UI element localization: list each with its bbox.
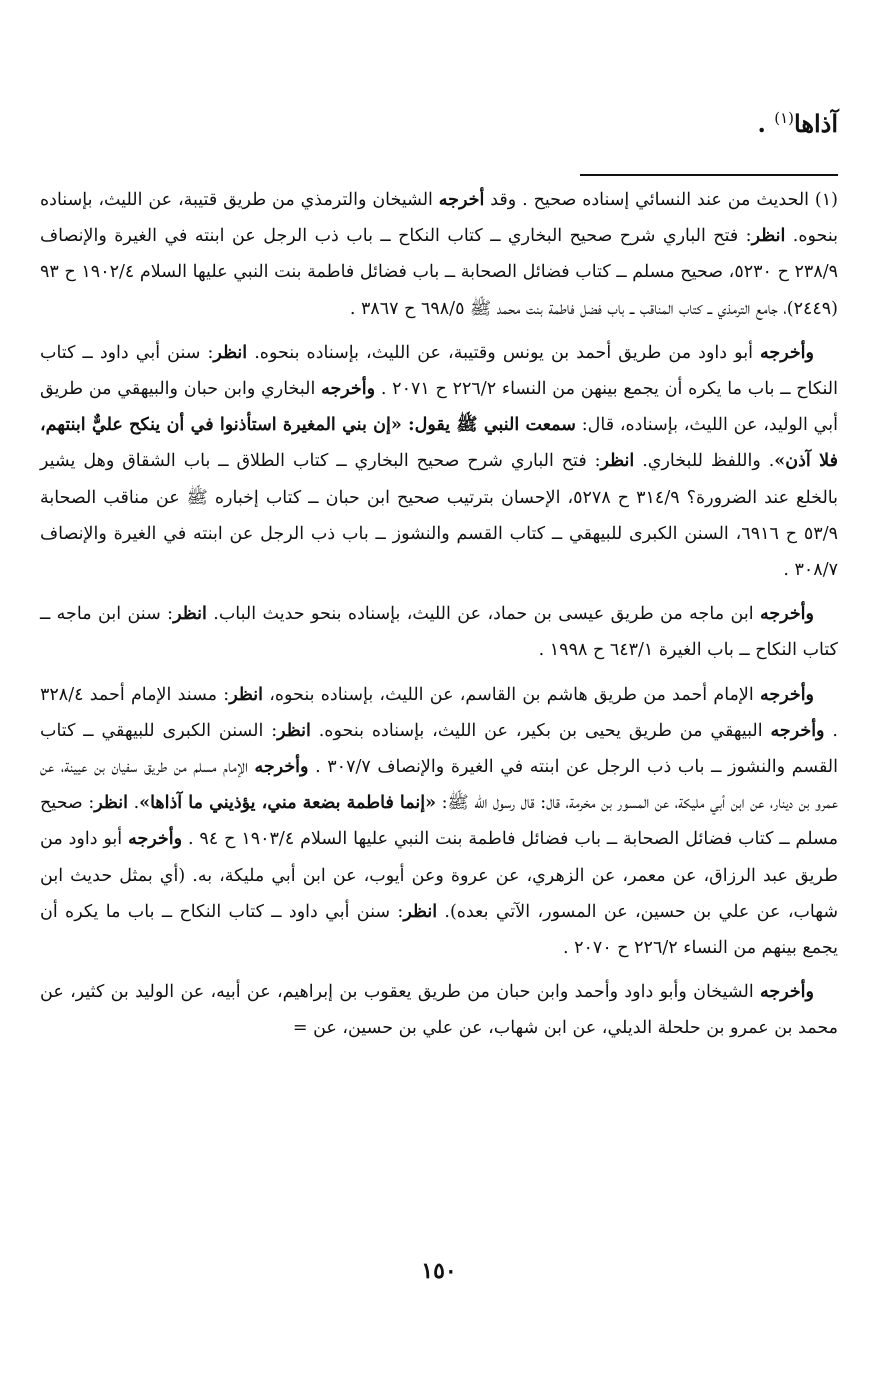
bold-text-segment: انظر bbox=[229, 684, 263, 705]
bold-text-segment: سمعت النبي ﷺ يقول: «إن بني المغيرة استأذنوا في أن ينكح عليٌّ ابنتهم، فلا آذن» bbox=[40, 415, 838, 472]
bold-text-segment: «إنما فاطمة بضعة مني، يؤذيني ما آذاها» bbox=[139, 793, 437, 814]
footnote-paragraph bbox=[40, 182, 838, 327]
bold-text-segment: انظر bbox=[751, 226, 786, 247]
main-text-word: آذاها bbox=[794, 109, 838, 138]
bold-text-segment: وأخرجه bbox=[770, 720, 825, 741]
footnote-paragraph bbox=[40, 335, 838, 588]
bold-text-segment: وأخرجه bbox=[760, 684, 815, 705]
footnote-paragraph bbox=[40, 677, 838, 967]
main-text-end: . bbox=[757, 109, 775, 138]
book-page bbox=[40, 0, 838, 1383]
text-segment: . bbox=[127, 793, 140, 814]
main-text-line bbox=[758, 98, 839, 144]
text-segment: (١) الحديث من عند النسائي إسناده صحيح . وقد bbox=[484, 190, 838, 210]
text-segment: : سنن ابن ماجه ــ كتاب النكاح ــ باب الغيرة ٦٤٣/١ ح ١٩٩٨ . bbox=[40, 604, 838, 661]
bold-text-segment: انظر bbox=[277, 720, 311, 741]
text-segment: : صحيح مسلم ــ كتاب فضائل الصحابة ــ باب فضائل فاطمة بنت النبي عليها السلام ١٩٠٣/٤ ح ٩٤ . bbox=[40, 793, 838, 850]
bold-text-segment: انظر bbox=[173, 604, 207, 625]
bold-text-segment: انظر bbox=[213, 342, 248, 363]
bold-text-segment: انظر bbox=[94, 793, 128, 814]
text-segment: : فتح الباري شرح صحيح البخاري ــ كتاب الطلاق ــ باب الشقاق وهل يشير بالخلع عند الضرورة؟ ٣١٤/٩ ح ٥٢٧٨، الإحسان بترتيب صحيح ابن حبان ــ كتاب إخباره ﷺ عن مناقب الصحابة ٥٣/٩ ح ٦٩١٦، السنن الكبرى للبيهقي ــ كتاب القسم والنشوز ــ باب ذب الرجل عن ابنته في الغيرة والإنصاف ٣٠٨/٧ . bbox=[40, 451, 838, 581]
text-segment: الإمام أحمد من طريق هاشم بن القاسم، عن الليث، بإسناده بنحوه، bbox=[262, 684, 761, 705]
bold-text-segment: انظر bbox=[403, 901, 438, 922]
bold-text-segment: وأخرجه bbox=[128, 829, 183, 850]
footnote-paragraph bbox=[40, 596, 838, 668]
page-number: ١٥٠ bbox=[421, 1258, 457, 1284]
text-segment: أبو داود من طريق عبد الرزاق، عن معمر، عن الزهري، عن عروة وعن أيوب، عن ابن أبي مليكة، به. (أي بمثل حديث ابن شهاب، عن علي بن حسين، عن المسور، الآتي بعده). bbox=[40, 829, 838, 922]
bold-text-segment: وأخرجه bbox=[759, 604, 814, 625]
text-segment: : سنن أبي داود ــ كتاب النكاح ــ باب ما يكره أن يجمع بينهم من النساء ٢٢٦/٢ ح ٢٠٧٠ . bbox=[40, 901, 838, 959]
text-segment: الشيخان وأبو داود وأحمد وابن حبان من طريق يعقوب بن إبراهيم، عن أبيه، عن الوليد بن كثير، عن محمد بن عمرو بن حلحلة الديلي، عن ابن شهاب، عن علي بن حسين، عن = bbox=[40, 982, 838, 1039]
text-segment: : فتح الباري شرح صحيح البخاري ــ كتاب النكاح ــ باب ذب الرجل عن ابنته في الغيرة والإنصاف ٢٣٨/٩ ح ٥٢٣٠، صحيح مسلم ــ كتاب فضائل الصحابة ــ باب فضائل فاطمة بنت النبي عليها السلام ١٩٠٢/٤ ح ٩٣ (٢٤٤٩)، جامع الترمذي ــ كتاب المناقب ــ باب فضل فاطمة بنت محمد ﷺ ٦٩٨/٥ ح ٣٨٦٧ . bbox=[40, 226, 839, 319]
bold-text-segment: وأخرجه bbox=[760, 982, 814, 1003]
text-segment: ابن ماجه من طريق عيسى بن حماد، عن الليث، بإسناده بنحو حديث الباب. bbox=[206, 604, 760, 625]
text-segment: البيهقي من طريق يحيى بن بكير، عن الليث، بإسناده بنحوه. bbox=[310, 720, 771, 741]
text-segment: . واللفظ للبخاري. bbox=[634, 451, 775, 472]
text-segment: أبو داود من طريق أحمد بن يونس وقتيبة، عن الليث، بإسناده بنحوه. bbox=[247, 342, 760, 363]
bold-text-segment: انظر bbox=[600, 451, 635, 472]
bold-text-segment: أخرجه bbox=[438, 190, 485, 210]
text-segment: البخاري وابن حبان والبيهقي من طريق أبي الوليد، عن الليث، بإسناده، قال: bbox=[40, 379, 838, 436]
text-segment: الإمام مسلم من طريق سفيان بن عيينة، عن عمرو بن دينار، عن ابن أبي مليكة، عن المسور بن مخرمة، قال: قال رسول الله ﷺ: bbox=[40, 757, 838, 814]
text-segment: : مسند الإمام أحمد ٣٢٨/٤ . bbox=[40, 684, 838, 741]
bold-text-segment: وأخرجه bbox=[760, 342, 814, 363]
footnotes bbox=[40, 182, 838, 1055]
footnote-separator bbox=[580, 174, 838, 176]
bold-text-segment: وأخرجه bbox=[254, 757, 309, 778]
bold-text-segment: وأخرجه bbox=[321, 379, 376, 400]
footnote-reference: (١) bbox=[774, 109, 794, 127]
text-segment: : سنن أبي داود ــ كتاب النكاح ــ باب ما يكره أن يجمع بينهن من النساء ٢٢٦/٢ ح ٢٠٧١ . bbox=[40, 342, 838, 400]
text-segment: : السنن الكبرى للبيهقي ــ كتاب القسم والنشوز ــ باب ذب الرجل عن ابنته في الغيرة والإنصاف ٣٠٧/٧ . bbox=[40, 720, 838, 778]
text-segment: الشيخان والترمذي من طريق قتيبة، عن الليث، بإسناده بنحوه. bbox=[40, 190, 838, 247]
footnote-paragraph bbox=[40, 974, 838, 1046]
